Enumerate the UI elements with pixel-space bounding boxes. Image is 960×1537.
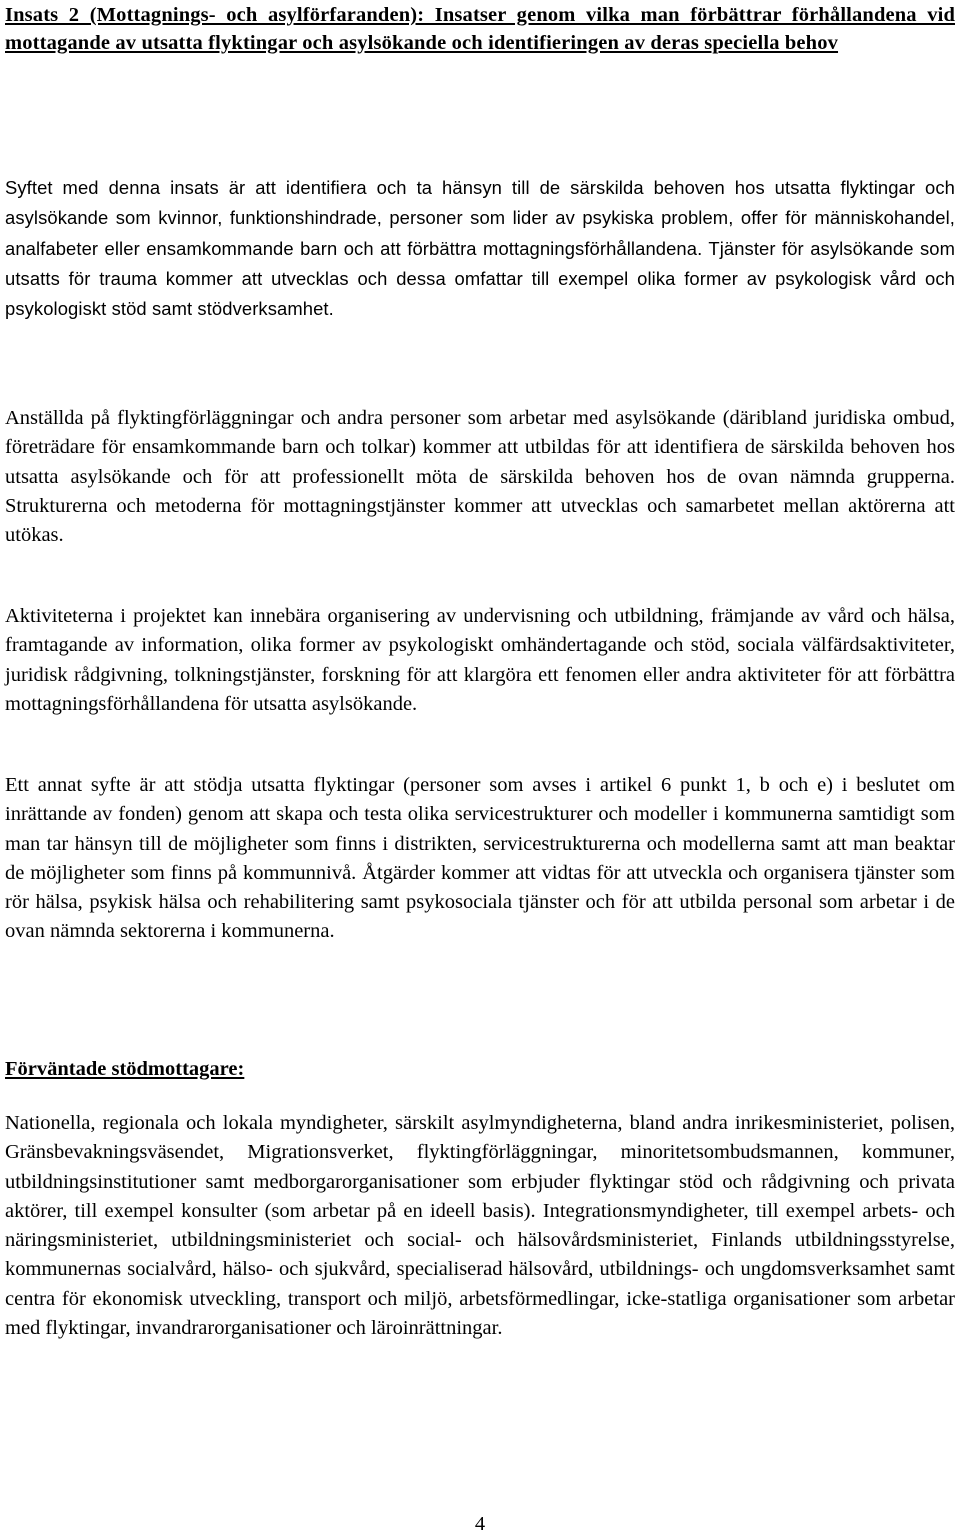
paragraph-purpose: [5, 173, 955, 324]
expected-beneficiaries-heading: Förväntade stödmottagare:: [5, 1058, 245, 1080]
paragraph-project-activities: Aktiviteterna i projektet kan innebära organisering av undervisning och utbildning, främjande av vård och hälsa, framtagande av information, olika former av psykologiskt omhändertagande och stöd, sociala välfärdsaktiviteter, juridisk rådgivning, tolkningstjänster, forskning för att klargöra ett fenomen eller andra aktiviteter för att förbättra mottagningsförhållandena för utsatta asylsökande.: [5, 605, 955, 715]
section-heading: Insats 2 (Mottagnings- och asylförfaranden): Insatser genom vilka man förbättrar förhållandena vid mottagande av utsatta flyktingar och asylsökande och identifieringen av deras speciella behov: [5, 4, 955, 54]
paragraph-purpose-services-text: Tjänster för asylsökande som utsatts för trauma kommer att utvecklas och dessa omfattar till exempel olika former av psykologisk vård och psykologiskt stöd samt stödverksamhet.: [5, 237, 955, 320]
paragraph-purpose-sans-text: Syftet med denna insats är att identifiera och ta hänsyn till de särskilda behoven hos utsatta flyktingar och asylsökande som kvinnor, funktionshindrade, personer som lider av psykiska problem, offer för människohandel, analfabeter eller ensamkommande barn och att förbättra mottagningsförhållandena.: [5, 177, 955, 259]
paragraph-staff-training: Anställda på flyktingförläggningar och andra personer som arbetar med asylsökande (däribland juridiska ombud, företrädare för ensamkommande barn och tolkar) kommer att utbildas för att identifiera de särskilda behoven hos utsatta asylsökande och för att professionellt möta de särskilda behoven hos de ovan nämnda grupperna. Strukturerna och metoderna för mottagningstjänster kommer att utvecklas och samarbetet mellan aktörerna att utökas.: [5, 407, 955, 547]
page-number: 4: [474, 1513, 486, 1535]
paragraph-beneficiaries: Nationella, regionala och lokala myndigheter, särskilt asylmyndigheterna, bland andra inrikesministeriet, polisen, Gränsbevakningsväsendet, Migrationsverket, flyktingförläggningar, minoritetsombudsmannen, kommuner, utbildningsinstitutioner samt medborgarorganisationer som erbjuder flyktingar stöd och rådgivning och privata aktörer, till exempel konsulter (som arbetar på en ideell basis). Integrationsmyndigheter, till exempel arbets- och näringsministeriet, utbildningsministeriet och social- och hälsovårdsministeriet, Finlands utbildningsstyrelse, kommunernas socialvård, hälso- och sjukvård, specialiserad hälsovård, utbildnings- och ungdomsverksamhet samt centra för ekonomisk utveckling, transport och miljö, arbetsförmedlingar, icke-statliga organisationer som arbetar med flyktingar, invandrarorganisationer och läroinrättningar.: [5, 1112, 955, 1340]
paragraph-other-purpose: Ett annat syfte är att stödja utsatta flyktingar (personer som avses i artikel 6 punkt 1, b och e) i beslutet om inrättande av fonden) genom att skapa och testa olika servicestrukturer och modeller i kommunerna samtidigt som man tar hänsyn till de möjligheter som finns i distrikten, servicestrukturerna och modellerna samt att man beaktar de möjligheter som finns på kommunnivå. Åtgärder kommer att vidtas för att utveckla och organisera tjänster som rör hälsa, psykisk hälsa och rehabilitering samt psykosociala tjänster och för att utbilda personal som arbetar i de ovan nämnda sektorerna i kommunerna.: [5, 774, 955, 943]
document-page: [5, 0, 955, 1340]
